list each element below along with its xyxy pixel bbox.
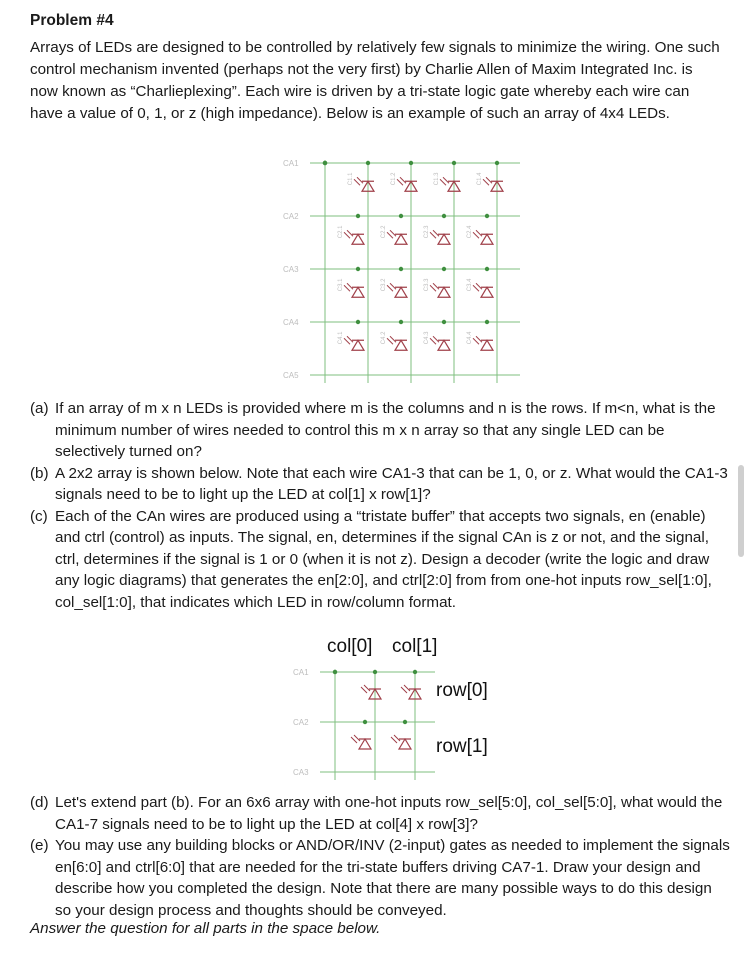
led-icon [391, 735, 411, 749]
led-icon [344, 336, 364, 350]
part-a: (a) If an array of m x n LEDs is provided where m is the columns and n is the rows. If m<n, what is the minimum number of wires needed to control this m x n array so that any single LED can be selectively turned on? [30, 400, 716, 460]
part-e: (e) You may use any building blocks or AND/OR/INV (2-input) gates as needed to implement the signals en[6:0] and ctrl[6:0] that are needed for the tri-state buffers driving CA7-1. Draw your design and describe how you completed the design. Note that there are many possible ways to do this design so your design process and thoughts should be conveyed. [30, 837, 730, 919]
svg-text:C4.2: C4.2 [381, 331, 387, 345]
svg-text:C1.3: C1.3 [434, 172, 440, 186]
part-b: (b) A 2x2 array is shown below. Note that each wire CA1-3 that can be 1, 0, or z. What would the CA1-3 signals need to be to light up the LED at col[1] x row[1]? [30, 464, 728, 503]
svg-text:C4.4: C4.4 [467, 331, 473, 345]
led-icon [354, 177, 374, 191]
closing-instruction: Answer the question for all parts in the space below. [30, 920, 381, 937]
svg-text:C1.2: C1.2 [391, 172, 397, 186]
diagram-2x2-content [293, 668, 435, 780]
row-1-label: row[1] [436, 736, 488, 757]
svg-text:C1.4: C1.4 [477, 172, 483, 186]
parts-d-e [30, 792, 730, 921]
svg-text:C4.3: C4.3 [424, 331, 430, 345]
part-d: (d) Let's extend part (b). For an 6x6 array with one-hot inputs row_sel[5:0], col_sel[5:0], what would the CA1-7 signals need to be to light up the LED at col[4] x row[3]? [30, 794, 723, 833]
led-icon [351, 735, 371, 749]
led-icon [430, 230, 450, 244]
row-0-label: row[0] [436, 680, 488, 701]
wire-label: CA2 [293, 718, 309, 727]
svg-text:C2.2: C2.2 [381, 225, 387, 239]
led-icon [387, 283, 407, 297]
led-icon [473, 336, 493, 350]
svg-text:C2.4: C2.4 [467, 225, 473, 239]
led-icon [344, 283, 364, 297]
svg-text:C3.2: C3.2 [381, 278, 387, 292]
svg-text:C2.1: C2.1 [338, 225, 344, 239]
svg-text:C3.1: C3.1 [338, 278, 344, 292]
charlieplex-4x4-diagram [260, 150, 520, 385]
led-icon [430, 283, 450, 297]
led-icon [440, 177, 460, 191]
led-icon [473, 230, 493, 244]
col-1-label: col[1] [392, 636, 438, 657]
charlieplex-2x2-diagram [290, 662, 435, 782]
svg-text:C2.3: C2.3 [424, 225, 430, 239]
wire-label: CA1 [283, 159, 299, 168]
led-icon [361, 685, 381, 699]
wire-label: CA4 [283, 318, 299, 327]
led-icon [387, 336, 407, 350]
wire-label: CA1 [293, 668, 309, 677]
led-icon [401, 685, 421, 699]
parts-a-to-c [30, 398, 730, 613]
led-icon [344, 230, 364, 244]
led-icon [397, 177, 417, 191]
wire-label: CA5 [283, 371, 299, 380]
intro-paragraph: Arrays of LEDs are designed to be controlled by relatively few signals to minimize the wiring. One such control mechanism invented (perhaps not the very first) by Charlie Allen of Maxim Integrated Inc. is now known as “Charlieplexing”. Each wire is driven by a tri-state logic gate whereby each wire can have a value of 0, 1, or z (high impedance). Below is an example of such an array of 4x4 LEDs. [30, 39, 720, 122]
svg-text:C1.1: C1.1 [348, 172, 354, 186]
diagram-4x4-content [283, 159, 520, 383]
led-icon [387, 230, 407, 244]
col-0-label: col[0] [327, 636, 373, 657]
svg-text:C3.4: C3.4 [467, 278, 473, 292]
wire-label: CA3 [293, 768, 309, 777]
led-icon [473, 283, 493, 297]
wire-label: CA3 [283, 265, 299, 274]
vertical-scrollbar[interactable] [738, 465, 744, 557]
problem-title: Problem #4 [30, 12, 114, 29]
led-icon [430, 336, 450, 350]
svg-text:C3.3: C3.3 [424, 278, 430, 292]
led-icon [483, 177, 503, 191]
svg-text:C4.1: C4.1 [338, 331, 344, 345]
part-c: (c) Each of the CAn wires are produced using a “tristate buffer” that accepts two signals, en (enable) and ctrl (control) as inputs. The signal, en, determines if the signal CAn is z or not, and the signal, ctrl, determines if the signal is 1 or 0 (when it is not z). Design a decoder (write the logic and draw any logic diagrams) that generates the en[2:0], and ctrl[2:0] from from one-hot inputs row_sel[1:0], col_sel[1:0], that indicates which LED in row/column format. [30, 507, 712, 611]
wire-label: CA2 [283, 212, 299, 221]
